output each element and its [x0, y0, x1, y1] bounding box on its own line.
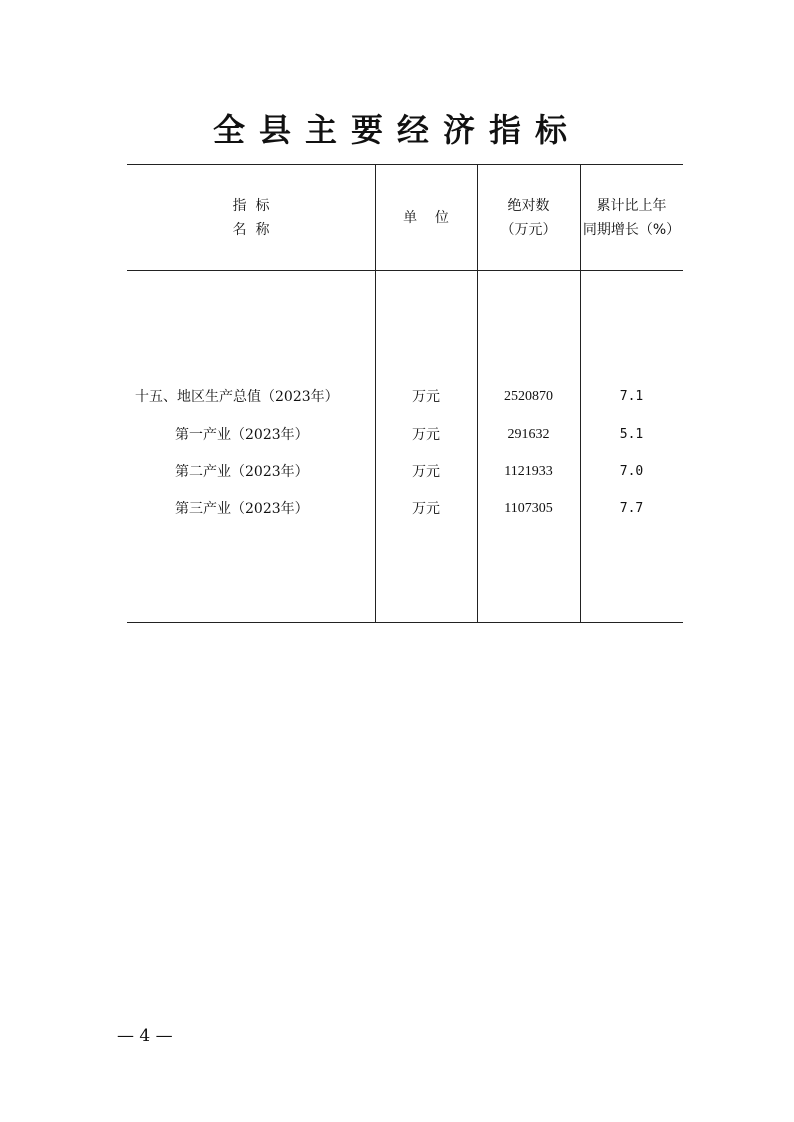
header-absolute-value [477, 165, 580, 270]
indicator-name: 十五、地区生产总值（2023年） [135, 389, 339, 405]
header-label: 单 位 [403, 209, 449, 226]
header-label: 绝对数 [507, 197, 550, 214]
indicator-value: 1121933 [504, 464, 553, 479]
indicator-growth: 7.7 [619, 501, 644, 516]
indicator-growth: 5.1 [619, 427, 644, 442]
page-number: — 4 — [117, 1026, 173, 1046]
indicator-value: 291632 [507, 427, 550, 442]
indicator-value: 1107305 [504, 501, 553, 516]
indicator-unit: 万元 [412, 389, 440, 405]
header-label: 累计比上年 [596, 197, 667, 214]
table-row [127, 423, 683, 447]
table-row [127, 460, 683, 484]
indicator-growth: 7.1 [619, 389, 644, 404]
indicator-unit: 万元 [412, 501, 440, 517]
header-unit [375, 165, 477, 270]
indicator-name: 第一产业（2023年） [175, 427, 309, 443]
table-row [127, 385, 683, 409]
header-divider [127, 270, 683, 271]
header-label: 名 称 [232, 221, 270, 238]
header-growth-rate [580, 165, 683, 270]
indicator-value: 2520870 [504, 389, 553, 404]
header-label: 指 标 [232, 197, 270, 214]
indicator-unit: 万元 [412, 427, 440, 443]
header-label: （万元） [500, 221, 557, 238]
header-indicator-name [127, 165, 375, 270]
indicator-growth: 7.0 [619, 464, 644, 479]
economic-indicators-table [127, 164, 683, 623]
header-label: 同期增长（%） [582, 221, 681, 238]
indicator-name: 第三产业（2023年） [175, 501, 309, 517]
indicator-name: 第二产业（2023年） [175, 464, 309, 480]
indicator-unit: 万元 [412, 464, 440, 480]
table-row [127, 497, 683, 521]
document-title: 全县主要经济指标 [212, 111, 581, 149]
